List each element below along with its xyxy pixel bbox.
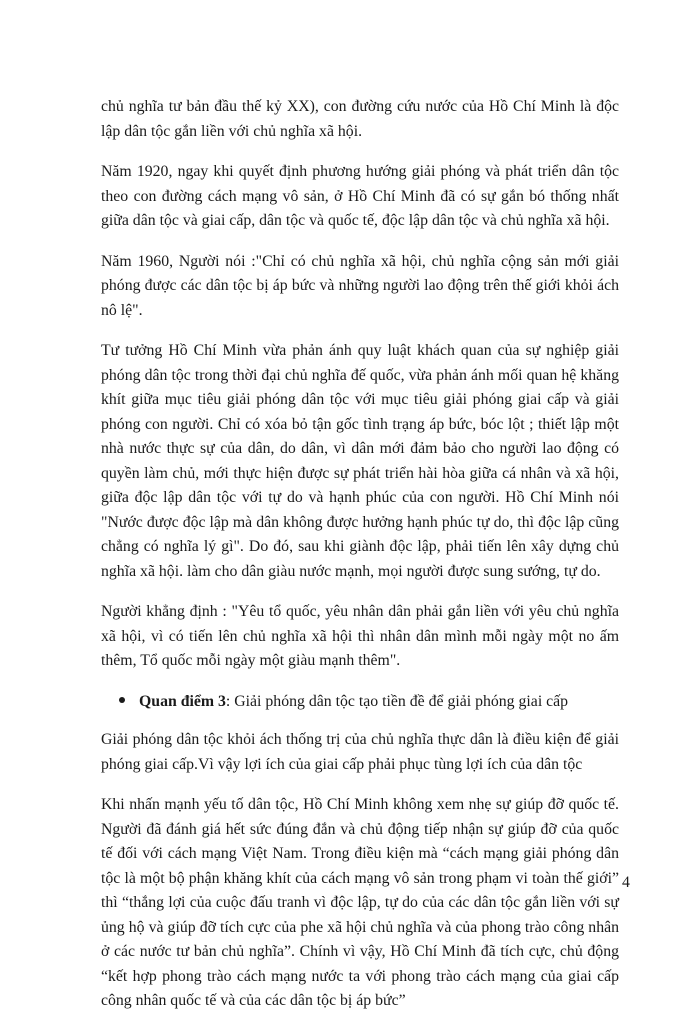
bullet-content xyxy=(139,690,568,715)
page-content xyxy=(101,95,619,1030)
bullet-text: : Giải phóng dân tộc tạo tiền đề để giải phóng giai cấp xyxy=(225,692,569,710)
paragraph-1960: Năm 1960, Người nói :"Chỉ có chủ nghĩa xã hội, chủ nghĩa cộng sản mới giải phóng được các dân tộc bị áp bức và những người lao động trên thế giới khỏi ách nô lệ". xyxy=(101,252,619,319)
bullet-quan-diem-3 xyxy=(119,690,619,715)
paragraph-intro: chủ nghĩa tư bản đầu thế kỷ XX), con đường cứu nước của Hồ Chí Minh là độc lập dân tộc gắn liền với chủ nghĩa xã hội. xyxy=(101,98,619,140)
paragraph-khang-dinh: Người khẳng định : "Yêu tổ quốc, yêu nhân dân phải gắn liền với yêu chủ nghĩa xã hội, vì có tiến lên chủ nghĩa xã hội thì nhân dân mình mỗi ngày một no ấm thêm, Tổ quốc mỗi ngày một giàu mạnh thêm". xyxy=(101,603,619,669)
bullet-icon xyxy=(119,697,125,703)
paragraph-1920: Năm 1920, ngay khi quyết định phương hướng giải phóng và phát triển dân tộc theo con đường cách mạng vô sản, ở Hồ Chí Minh đã có sự gắn bó thống nhất giữa dân tộc và giai cấp, dân tộc và quốc tế, độc lập dân tộc và chủ nghĩa xã hội. xyxy=(101,163,619,229)
paragraph-giai-phong: Giải phóng dân tộc khỏi ách thống trị của chủ nghĩa thực dân là điều kiện để giải phóng giai cấp.Vì vậy lợi ích của giai cấp phải phục tùng lợi ích của dân tộc xyxy=(101,731,619,773)
paragraph-tu-tuong: Tư tưởng Hồ Chí Minh vừa phản ánh quy luật khách quan của sự nghiệp giải phóng dân tộc trong thời đại chủ nghĩa đế quốc, vừa phản ánh mối quan hệ khăng khít giữa mục tiêu giải phóng dân tộc với mục tiêu giải phóng giai cấp và giải phóng con người. Chỉ có xóa bỏ tận gốc tình trạng áp bức, bóc lột ; thiết lập một nhà nước thực sự của dân, do dân, vì dân mới đảm bảo cho người lao động có quyền làm chủ, mới thực hiện được sự phát triển hài hòa giữa cá nhân và xã hội, giữa độc lập dân tộc với tự do và hạnh phúc của con người. Hồ Chí Minh nói "Nước được độc lập mà dân không được hưởng hạnh phúc tự do, thì độc lập cũng chẳng có nghĩa lý gì". Do đó, sau khi giành độc lập, phải tiến lên xây dựng chủ nghĩa xã hội. làm cho dân giàu nước mạnh, mọi người được sung sướng, tự do. xyxy=(101,342,619,580)
page-number: 4 xyxy=(622,874,630,891)
paragraph-quoc-te: Khi nhấn mạnh yếu tố dân tộc, Hồ Chí Minh không xem nhẹ sự giúp đỡ quốc tế. Người đã đánh giá hết sức đúng đắn và chủ động tiếp nhận sự giúp đỡ của quốc tế đối với cách mạng Việt Nam. Trong điều kiện mà “cách mạng giải phóng dân tộc là một bộ phận khăng khít của cách mạng vô sản trong phạm vi toàn thế giới” thì “thắng lợi của cuộc đấu tranh vì độc lập, tự do của các dân tộc gắn liền với sự ủng hộ và giúp đỡ tích cực của phe xã hội chủ nghĩa và của phong trào công nhân ở các nước tư bản chủ nghĩa”. Chính vì vậy, Hồ Chí Minh đã tích cực, chủ động “kết hợp phong trào cách mạng nước ta với phong trào cách mạng của giai cấp công nhân quốc tế và của các dân tộc bị áp bức” xyxy=(101,796,619,1009)
bullet-label: Quan điểm 3 xyxy=(139,692,226,710)
